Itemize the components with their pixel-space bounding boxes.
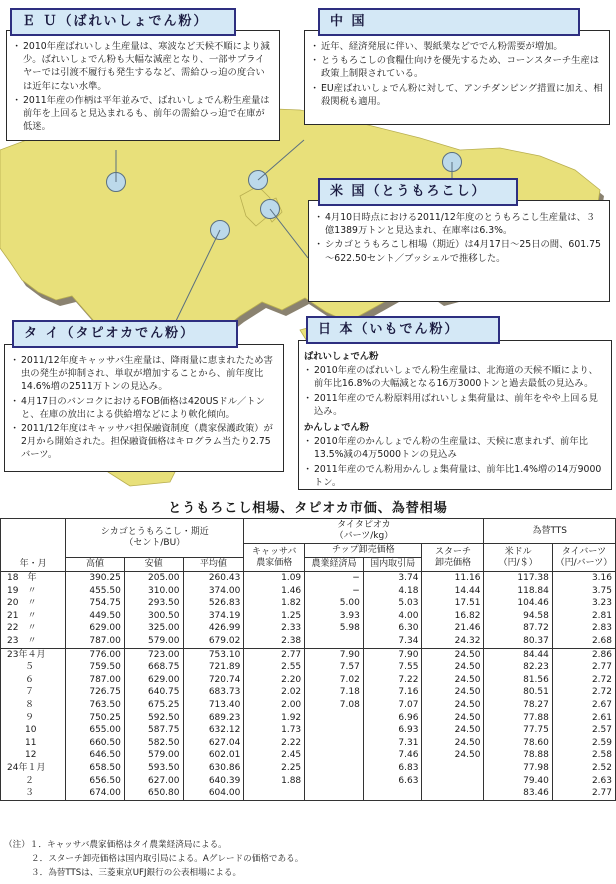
cell-ym: ８ bbox=[1, 699, 66, 712]
cell-cassava: 2.20 bbox=[244, 674, 305, 687]
thai-info-box bbox=[4, 344, 284, 472]
cell-avg: 721.89 bbox=[183, 661, 244, 674]
cell-ym: 21 〃 bbox=[1, 610, 66, 623]
cell-high: 763.50 bbox=[66, 699, 125, 712]
header-cassava: キャッサバ 農家価格 bbox=[244, 544, 305, 572]
cell-high: 660.50 bbox=[66, 737, 125, 750]
cell-cassava: 1.88 bbox=[244, 775, 305, 788]
cell-avg: 640.39 bbox=[183, 775, 244, 788]
table-row bbox=[1, 661, 616, 674]
cell-farm bbox=[305, 762, 364, 775]
thai-bullet: ・ 2011/12年度キャッサバ生産量は、降雨量に恵まれたため害虫の発生が抑制され、単収が増加することから、前年度比14.6%増の2511万トンの見込み。 bbox=[11, 354, 277, 394]
usa-bullet-list bbox=[315, 211, 603, 265]
cell-ym: 22 〃 bbox=[1, 622, 66, 635]
thai-bullet-list bbox=[11, 354, 277, 462]
china-bullet: ・ とうもろこしの食糧仕向けを優先するため、コーンスターチ生産は政策上制限されている。 bbox=[311, 54, 603, 80]
cell-low: 675.25 bbox=[124, 699, 183, 712]
cell-cassava: 2.02 bbox=[244, 686, 305, 699]
usa-info-box bbox=[308, 200, 610, 302]
japan-potato-bullet: ・ 2010年産のばれいしょでん粉生産量は、北海道の天候不順により、前年比16.8%の大幅減となる16万3000トンと過去最低の見込み。 bbox=[304, 364, 606, 390]
table-row bbox=[1, 775, 616, 788]
cell-avg: 679.02 bbox=[183, 635, 244, 648]
table-row bbox=[1, 712, 616, 725]
usa-header: 米 国（とうもろこし） bbox=[318, 178, 518, 206]
thai-bullet: ・ 4月17日のバンコクにおけるFOB価格は420USドル／トンと、在庫の放出による供給増などにより軟化傾向。 bbox=[11, 395, 277, 421]
usa-bullet: ・ シカゴとうもろこし相場（期近）は4月17日～25日の間、601.75～622.50セント／ブッシェルで推移した。 bbox=[315, 238, 603, 264]
cell-baht: 2.59 bbox=[552, 737, 615, 750]
cell-low: 325.00 bbox=[124, 622, 183, 635]
cell-starch: 14.44 bbox=[422, 585, 484, 598]
cell-domestic: 6.63 bbox=[363, 775, 422, 788]
header-avg: 平均値 bbox=[183, 558, 244, 572]
header-low: 安値 bbox=[124, 558, 183, 572]
cell-ym: 23年４月 bbox=[1, 648, 66, 661]
table-row bbox=[1, 699, 616, 712]
cell-domestic: 3.74 bbox=[363, 572, 422, 585]
cell-starch: 24.50 bbox=[422, 724, 484, 737]
cell-cassava: 1.82 bbox=[244, 597, 305, 610]
cell-starch bbox=[422, 787, 484, 800]
header-tapioca-group: タイタピオカ （バーツ/kg） bbox=[244, 519, 484, 544]
table-row bbox=[1, 737, 616, 750]
cell-starch: 24.50 bbox=[422, 749, 484, 762]
cell-domestic: 7.46 bbox=[363, 749, 422, 762]
cell-farm: 5.98 bbox=[305, 622, 364, 635]
cell-high: 726.75 bbox=[66, 686, 125, 699]
thai-header: タ イ（タピオカでん粉） bbox=[12, 320, 238, 348]
cell-avg: 374.00 bbox=[183, 585, 244, 598]
cell-farm: − bbox=[305, 572, 364, 585]
cell-usd: 78.88 bbox=[484, 749, 552, 762]
cell-starch bbox=[422, 762, 484, 775]
cell-usd: 78.27 bbox=[484, 699, 552, 712]
cell-usd: 87.72 bbox=[484, 622, 552, 635]
cell-baht: 2.81 bbox=[552, 610, 615, 623]
cell-low: 592.50 bbox=[124, 712, 183, 725]
japan-sweet-bullet: ・ 2010年産のかんしょでん粉の生産量は、天候に恵まれず、前年比13.5%減の4万5000トンの見込み bbox=[304, 435, 606, 461]
cell-baht: 3.75 bbox=[552, 585, 615, 598]
cell-low: 310.00 bbox=[124, 585, 183, 598]
header-farm: 農業経済局 bbox=[305, 558, 364, 572]
cell-cassava: 1.09 bbox=[244, 572, 305, 585]
cell-starch: 24.50 bbox=[422, 686, 484, 699]
japan-header: 日 本（いもでん粉） bbox=[306, 316, 500, 344]
cell-avg: 630.86 bbox=[183, 762, 244, 775]
cell-usd: 77.98 bbox=[484, 762, 552, 775]
cell-starch: 21.46 bbox=[422, 622, 484, 635]
cell-avg: 632.12 bbox=[183, 724, 244, 737]
eu-header: Ｅ Ｕ（ばれいしょでん粉） bbox=[10, 8, 236, 36]
cell-ym: 24年１月 bbox=[1, 762, 66, 775]
cell-farm bbox=[305, 712, 364, 725]
table-row bbox=[1, 648, 616, 661]
cell-farm: 5.00 bbox=[305, 597, 364, 610]
cell-low: 629.00 bbox=[124, 674, 183, 687]
cell-avg: 526.83 bbox=[183, 597, 244, 610]
cell-domestic: 6.83 bbox=[363, 762, 422, 775]
cell-baht: 3.16 bbox=[552, 572, 615, 585]
cell-low: 300.50 bbox=[124, 610, 183, 623]
eu-bullet: ・ 2011年産の作柄は平年並みで、ばれいしょでん粉生産量は前年を上回ると見込まれるも、前年の需給ひっ迫で在庫が低迷。 bbox=[13, 94, 273, 134]
table-row bbox=[1, 686, 616, 699]
cell-avg: 683.73 bbox=[183, 686, 244, 699]
china-bullet-list bbox=[311, 40, 603, 108]
cell-baht: 2.61 bbox=[552, 712, 615, 725]
cell-ym: 11 bbox=[1, 737, 66, 750]
header-high: 高値 bbox=[66, 558, 125, 572]
japan-info-box bbox=[298, 340, 612, 490]
cell-domestic bbox=[363, 787, 422, 800]
table-body bbox=[1, 572, 616, 801]
header-tts-group: 為替TTS bbox=[484, 519, 616, 544]
cell-ym: 18 年 bbox=[1, 572, 66, 585]
cell-cassava: 2.77 bbox=[244, 648, 305, 661]
cell-avg: 260.43 bbox=[183, 572, 244, 585]
cell-ym: ３ bbox=[1, 787, 66, 800]
cell-high: 455.50 bbox=[66, 585, 125, 598]
cell-domestic: 7.22 bbox=[363, 674, 422, 687]
cell-farm: 7.08 bbox=[305, 699, 364, 712]
cell-high: 646.50 bbox=[66, 749, 125, 762]
cell-cassava: 2.38 bbox=[244, 635, 305, 648]
cell-farm: − bbox=[305, 585, 364, 598]
table-title: とうもろこし相場、タピオカ市価、為替相場 bbox=[168, 501, 448, 516]
cell-baht: 2.67 bbox=[552, 699, 615, 712]
cell-ym: ２ bbox=[1, 775, 66, 788]
cell-high: 390.25 bbox=[66, 572, 125, 585]
table-row bbox=[1, 610, 616, 623]
cell-baht: 2.57 bbox=[552, 724, 615, 737]
cell-high: 750.25 bbox=[66, 712, 125, 725]
cell-starch: 24.32 bbox=[422, 635, 484, 648]
table-row bbox=[1, 585, 616, 598]
cell-starch: 24.50 bbox=[422, 699, 484, 712]
cell-starch bbox=[422, 775, 484, 788]
cell-farm bbox=[305, 775, 364, 788]
header-usd: 米ドル （円/＄） bbox=[484, 544, 552, 572]
table-row bbox=[1, 572, 616, 585]
eu-info-box bbox=[6, 30, 280, 141]
header-ym: 年・月 bbox=[1, 519, 66, 572]
cell-domestic: 7.34 bbox=[363, 635, 422, 648]
cell-farm bbox=[305, 787, 364, 800]
cell-ym: 20 〃 bbox=[1, 597, 66, 610]
cell-high: 787.00 bbox=[66, 674, 125, 687]
cell-cassava: 1.25 bbox=[244, 610, 305, 623]
header-baht: タイバーツ （円/バーツ） bbox=[552, 544, 615, 572]
cell-low: 668.75 bbox=[124, 661, 183, 674]
cell-cassava: 2.00 bbox=[244, 699, 305, 712]
cell-farm: 7.02 bbox=[305, 674, 364, 687]
cell-low: 579.00 bbox=[124, 749, 183, 762]
cell-baht: 2.72 bbox=[552, 686, 615, 699]
cell-starch: 16.82 bbox=[422, 610, 484, 623]
cell-avg: 713.40 bbox=[183, 699, 244, 712]
note-line: ２．スターチ卸売価格は国内取引局による。Aグレードの価格である。 bbox=[31, 854, 304, 864]
cell-high: 754.75 bbox=[66, 597, 125, 610]
japan-sweet-bullet: ・ 2011年産のでん粉用かんしょ集荷量は、前年比1.4%増の14万9000トン。 bbox=[304, 463, 606, 489]
cell-usd: 84.44 bbox=[484, 648, 552, 661]
cell-cassava: 2.45 bbox=[244, 749, 305, 762]
cell-domestic: 7.55 bbox=[363, 661, 422, 674]
cell-high: 449.50 bbox=[66, 610, 125, 623]
cell-usd: 78.60 bbox=[484, 737, 552, 750]
cell-starch: 24.50 bbox=[422, 661, 484, 674]
cell-cassava: 2.22 bbox=[244, 737, 305, 750]
cell-cassava: 1.73 bbox=[244, 724, 305, 737]
cell-usd: 94.58 bbox=[484, 610, 552, 623]
cell-domestic: 6.93 bbox=[363, 724, 422, 737]
cell-avg: 604.00 bbox=[183, 787, 244, 800]
china-bullet: ・ EU産ばれいしょでん粉に対して、アンチダンピング措置に加え、相殺関税も適用。 bbox=[311, 82, 603, 108]
cell-cassava bbox=[244, 787, 305, 800]
cell-starch: 24.50 bbox=[422, 712, 484, 725]
header-starch: スターチ 卸売価格 bbox=[422, 544, 484, 572]
cell-low: 723.00 bbox=[124, 648, 183, 661]
thai-bullet: ・ 2011/12年度はキャッサバ担保融資制度（農家保護政策）が2月から開始された。担保融資価格はキログラム当たり2.75バーツ。 bbox=[11, 422, 277, 462]
cell-farm: 7.90 bbox=[305, 648, 364, 661]
note-line: ３．為替TTSは、三菱東京UFJ銀行の公表相場による。 bbox=[31, 868, 242, 878]
price-table bbox=[0, 518, 616, 801]
cell-high: 656.50 bbox=[66, 775, 125, 788]
cell-baht: 3.23 bbox=[552, 597, 615, 610]
cell-avg: 426.99 bbox=[183, 622, 244, 635]
table-row bbox=[1, 749, 616, 762]
cell-high: 658.50 bbox=[66, 762, 125, 775]
cell-starch: 24.50 bbox=[422, 674, 484, 687]
cell-usd: 82.23 bbox=[484, 661, 552, 674]
header-chicago-group: シカゴとうもろこし・期近 （セント/BU） bbox=[66, 519, 244, 558]
cell-high: 759.50 bbox=[66, 661, 125, 674]
cell-domestic: 4.18 bbox=[363, 585, 422, 598]
cell-usd: 80.51 bbox=[484, 686, 552, 699]
japan-sweet-list bbox=[304, 435, 606, 489]
cell-low: 640.75 bbox=[124, 686, 183, 699]
table-row bbox=[1, 787, 616, 800]
japan-potato-list bbox=[304, 364, 606, 418]
cell-avg: 627.04 bbox=[183, 737, 244, 750]
cell-high: 674.00 bbox=[66, 787, 125, 800]
cell-baht: 2.52 bbox=[552, 762, 615, 775]
cell-low: 205.00 bbox=[124, 572, 183, 585]
cell-low: 587.75 bbox=[124, 724, 183, 737]
cell-low: 593.50 bbox=[124, 762, 183, 775]
cell-usd: 77.88 bbox=[484, 712, 552, 725]
cell-farm: 3.93 bbox=[305, 610, 364, 623]
china-bullet: ・ 近年、経済発展に伴い、製紙業などででん粉需要が増加。 bbox=[311, 40, 603, 53]
table-row bbox=[1, 762, 616, 775]
cell-high: 776.00 bbox=[66, 648, 125, 661]
cell-baht: 2.86 bbox=[552, 648, 615, 661]
cell-baht: 2.68 bbox=[552, 635, 615, 648]
header-domestic: 国内取引局 bbox=[363, 558, 422, 572]
cell-farm: 7.57 bbox=[305, 661, 364, 674]
note-line: （注）１．キャッサバ農家価格はタイ農業経済局による。 bbox=[4, 840, 227, 850]
cell-usd: 77.75 bbox=[484, 724, 552, 737]
cell-avg: 602.01 bbox=[183, 749, 244, 762]
cell-baht: 2.77 bbox=[552, 787, 615, 800]
cell-avg: 374.19 bbox=[183, 610, 244, 623]
cell-avg: 720.74 bbox=[183, 674, 244, 687]
cell-avg: 753.10 bbox=[183, 648, 244, 661]
cell-domestic: 7.31 bbox=[363, 737, 422, 750]
japan-potato-bullet: ・ 2011年産のでん粉原料用ばれいしょ集荷量は、前年をやや上回る見込み。 bbox=[304, 392, 606, 418]
cell-ym: 23 〃 bbox=[1, 635, 66, 648]
cell-starch: 11.16 bbox=[422, 572, 484, 585]
cell-cassava: 2.33 bbox=[244, 622, 305, 635]
cell-starch: 24.50 bbox=[422, 737, 484, 750]
cell-starch: 24.50 bbox=[422, 648, 484, 661]
japan-potato-subtitle: ばれいしょでん粉 bbox=[304, 351, 379, 362]
cell-low: 293.50 bbox=[124, 597, 183, 610]
cell-ym: 12 bbox=[1, 749, 66, 762]
cell-domestic: 7.90 bbox=[363, 648, 422, 661]
cell-ym: ７ bbox=[1, 686, 66, 699]
cell-farm bbox=[305, 635, 364, 648]
cell-starch: 17.51 bbox=[422, 597, 484, 610]
cell-low: 650.80 bbox=[124, 787, 183, 800]
eu-bullet: ・ 2010年産ばれいしょ生産量は、寒波など天候不順により減少。ばれいしょでん粉も大幅な減産となり、一部サプライヤーでは引渡不履行も発生するなど、需給ひっ迫の度合いは近年にない水準。 bbox=[13, 40, 273, 93]
cell-domestic: 6.30 bbox=[363, 622, 422, 635]
cell-usd: 80.37 bbox=[484, 635, 552, 648]
cell-high: 787.00 bbox=[66, 635, 125, 648]
cell-usd: 118.84 bbox=[484, 585, 552, 598]
china-header: 中 国 bbox=[318, 8, 580, 36]
cell-ym: 19 〃 bbox=[1, 585, 66, 598]
table-row bbox=[1, 635, 616, 648]
cell-low: 627.00 bbox=[124, 775, 183, 788]
cell-usd: 117.38 bbox=[484, 572, 552, 585]
table-row bbox=[1, 724, 616, 737]
cell-farm bbox=[305, 749, 364, 762]
cell-baht: 2.77 bbox=[552, 661, 615, 674]
cell-usd: 81.56 bbox=[484, 674, 552, 687]
cell-farm bbox=[305, 724, 364, 737]
cell-baht: 2.72 bbox=[552, 674, 615, 687]
cell-cassava: 1.92 bbox=[244, 712, 305, 725]
japan-sweet-subtitle: かんしょでん粉 bbox=[304, 421, 370, 433]
cell-ym: ６ bbox=[1, 674, 66, 687]
cell-domestic: 7.07 bbox=[363, 699, 422, 712]
cell-usd: 83.46 bbox=[484, 787, 552, 800]
cell-low: 579.00 bbox=[124, 635, 183, 648]
cell-domestic: 7.16 bbox=[363, 686, 422, 699]
table-row bbox=[1, 674, 616, 687]
cell-cassava: 2.55 bbox=[244, 661, 305, 674]
cell-baht: 2.83 bbox=[552, 622, 615, 635]
china-info-box bbox=[304, 30, 610, 125]
cell-high: 655.00 bbox=[66, 724, 125, 737]
cell-ym: ５ bbox=[1, 661, 66, 674]
cell-farm: 7.18 bbox=[305, 686, 364, 699]
cell-farm bbox=[305, 737, 364, 750]
cell-high: 629.00 bbox=[66, 622, 125, 635]
cell-baht: 2.58 bbox=[552, 749, 615, 762]
cell-cassava: 2.25 bbox=[244, 762, 305, 775]
cell-domestic: 4.00 bbox=[363, 610, 422, 623]
cell-low: 582.50 bbox=[124, 737, 183, 750]
cell-ym: ９ bbox=[1, 712, 66, 725]
table-row bbox=[1, 597, 616, 610]
table-notes bbox=[4, 838, 303, 880]
cell-domestic: 6.96 bbox=[363, 712, 422, 725]
cell-baht: 2.63 bbox=[552, 775, 615, 788]
cell-avg: 689.23 bbox=[183, 712, 244, 725]
cell-cassava: 1.46 bbox=[244, 585, 305, 598]
usa-bullet: ・ 4月10日時点における2011/12年度のとうもろこし生産量は、３億1389万トンと見込まれ、在庫率は6.3%。 bbox=[315, 211, 603, 237]
eu-bullet-list bbox=[13, 40, 273, 133]
cell-domestic: 5.03 bbox=[363, 597, 422, 610]
header-chip-group: チップ卸売価格 bbox=[305, 544, 422, 558]
cell-ym: 10 bbox=[1, 724, 66, 737]
cell-usd: 79.40 bbox=[484, 775, 552, 788]
cell-usd: 104.46 bbox=[484, 597, 552, 610]
table-row bbox=[1, 622, 616, 635]
